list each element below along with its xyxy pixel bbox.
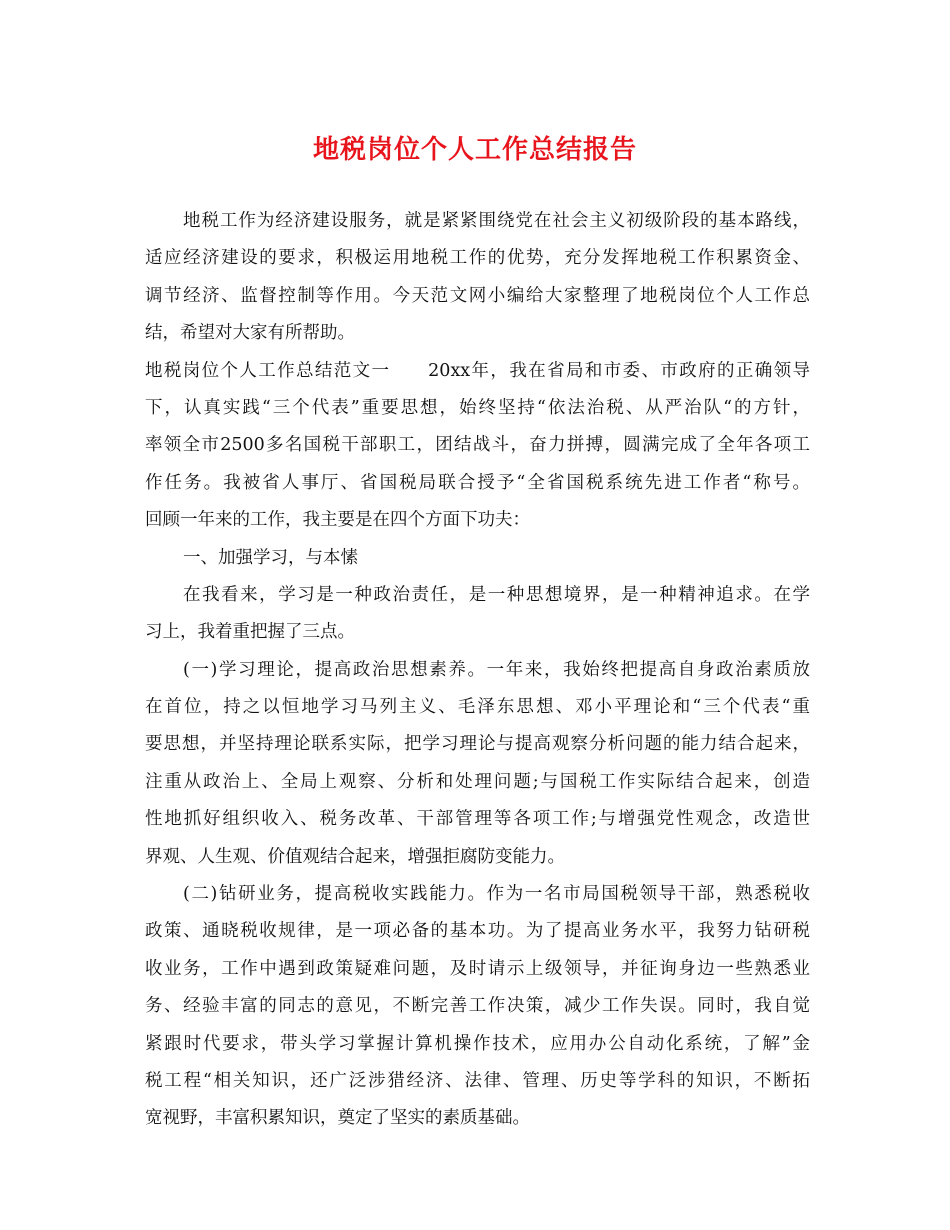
body-line: 作任务。我被省人事厅、省国税局联合授予“全省国税系统先进工作者“称号。 bbox=[145, 472, 810, 493]
body-line: (二)钻研业务，提高税收实践能力。作为一名市局国税领导干部，熟悉税收 bbox=[183, 884, 810, 905]
body-line: 紧跟时代要求，带头学习掌握计算机操作技术，应用办公自动化系统，了解”金 bbox=[145, 1033, 810, 1054]
body-line: 调节经济、监督控制等作用。今天范文网小编给大家整理了地税岗位个人工作总 bbox=[145, 285, 810, 306]
body-line: 下，认真实践“三个代表”重要思想，始终坚持“依法治税、从严治队“的方针， bbox=[145, 397, 810, 418]
body-line: 税工程“相关知识，还广泛涉猎经济、法律、管理、历史等学科的知识，不断拓 bbox=[145, 1070, 810, 1091]
body-line: 在首位，持之以恒地学习马列主义、毛泽东思想、邓小平理论和“三个代表“重 bbox=[145, 697, 810, 718]
document-body bbox=[145, 203, 810, 1138]
body-line: 界观、人生观、价值观结合起来，增强拒腐防变能力。 bbox=[145, 846, 565, 867]
body-line: 地税工作为经济建设服务，就是紧紧围绕党在社会主义初级阶段的基本路线， bbox=[183, 211, 810, 231]
body-line: 务、经验丰富的同志的意见，不断完善工作决策，减少工作失误。同时，我自觉 bbox=[145, 996, 810, 1017]
body-line: 收业务，工作中遇到政策疑难问题，及时请示上级领导，并征询身边一些熟悉业 bbox=[145, 958, 810, 979]
body-line: 地税岗位个人工作总结范文一 20xx年，我在省局和市委、市政府的正确领导 bbox=[145, 360, 810, 381]
body-line: 结，希望对大家有所帮助。 bbox=[145, 323, 355, 344]
body-line: 一、加强学习，与本愫 bbox=[183, 547, 358, 568]
body-line: 习上，我着重把握了三点。 bbox=[145, 622, 355, 643]
body-line: 要思想，并坚持理论联系实际，把学习理论与提高观察分析问题的能力结合起来， bbox=[145, 734, 810, 755]
body-line: (一)学习理论，提高政治思想素养。一年来，我始终把提高自身政治素质放 bbox=[183, 659, 810, 680]
body-line: 回顾一年来的工作，我主要是在四个方面下功夫： bbox=[145, 510, 530, 531]
body-line: 注重从政治上、全局上观察、分析和处理问题;与国税工作实际结合起来，创造 bbox=[145, 771, 810, 792]
body-line: 宽视野，丰富积累知识，奠定了坚实的素质基础。 bbox=[145, 1108, 530, 1129]
body-line: 在我看来，学习是一种政治责任，是一种思想境界，是一种精神追求。在学 bbox=[183, 584, 810, 605]
body-line: 政策、通晓税收规律，是一项必备的基本功。为了提高业务水平，我努力钻研税 bbox=[145, 921, 810, 942]
body-line: 性地抓好组织收入、税务改革、干部管理等各项工作;与增强党性观念，改造世 bbox=[145, 809, 810, 830]
body-line: 适应经济建设的要求，积极运用地税工作的优势，充分发挥地税工作积累资金、 bbox=[145, 248, 810, 269]
document-title: 地税岗位个人工作总结报告 bbox=[312, 135, 637, 165]
body-line: 率领全市2500多名国税干部职工，团结战斗，奋力拼搏，圆满完成了全年各项工 bbox=[145, 435, 810, 456]
